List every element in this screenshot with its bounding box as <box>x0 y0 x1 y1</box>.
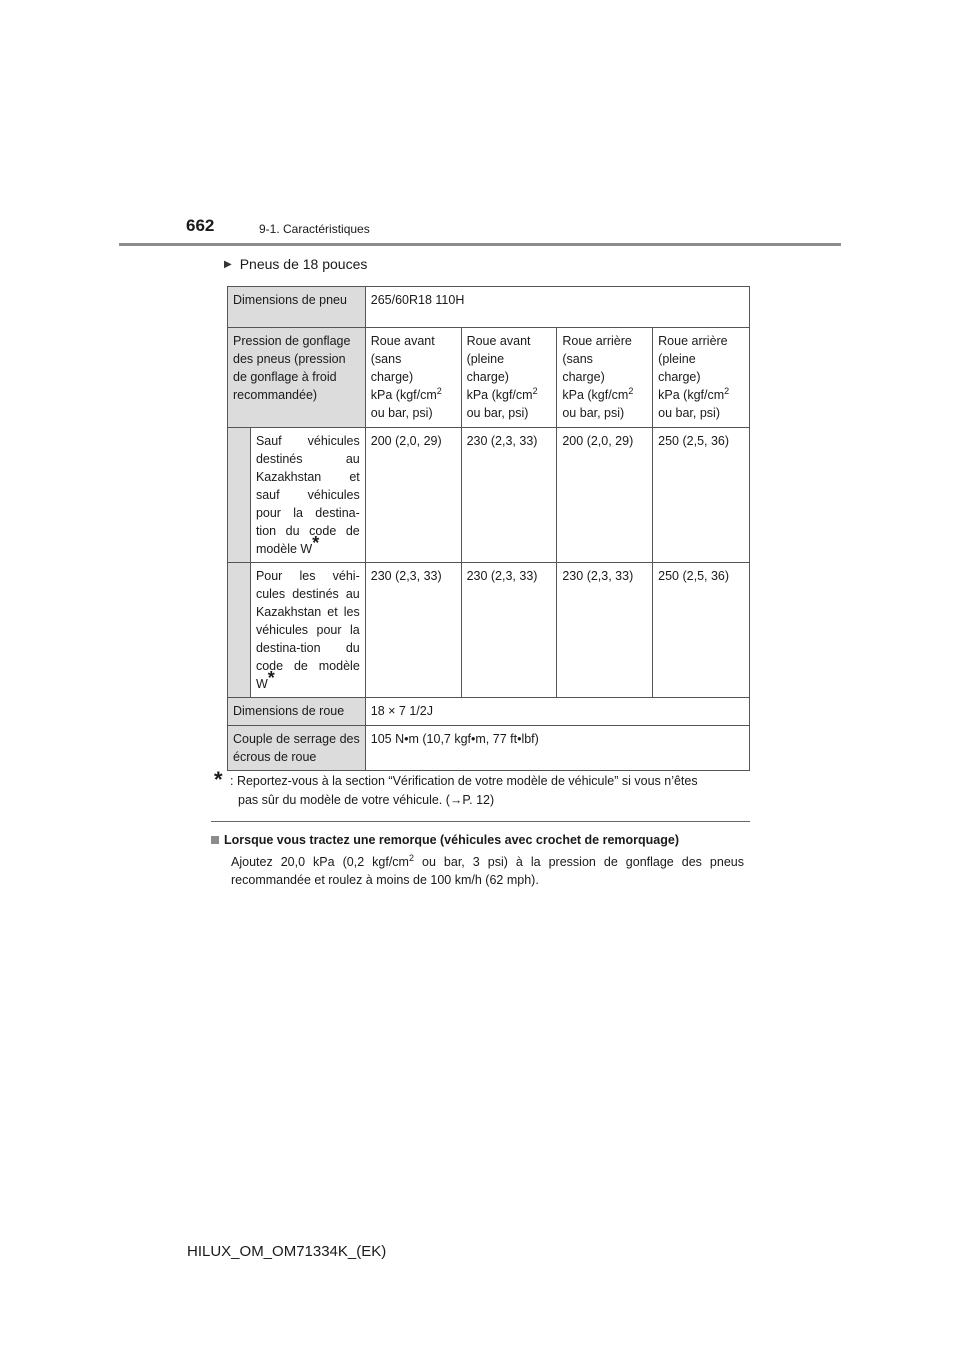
table-row <box>228 726 750 771</box>
indent-cell <box>228 563 251 698</box>
pressure-label: Pression de gonflage des pneus (pression de gonflage à froid recommandée) <box>228 328 366 428</box>
table-row <box>228 328 750 428</box>
pressure-value: 230 (2,3, 33) <box>461 428 557 563</box>
page-number: 662 <box>186 216 215 235</box>
row-label: Pour les véhi-cules destinés au Kazakhstan et les véhicules pour la destina-tion du code de modèle W* <box>250 563 365 698</box>
table-row <box>228 563 750 698</box>
wheel-size-value: 18 × 7 1/2J <box>365 698 749 726</box>
triangle-bullet-icon: ▶ <box>224 258 232 270</box>
pressure-value: 200 (2,0, 29) <box>365 428 461 563</box>
col-header: Roue avant (sans charge) kPa ($kgf/cm^2$ ou bar, psi) <box>365 328 461 428</box>
torque-value: 105 N•m (10,7 kgf•m, 77 ft•lbf) <box>365 726 749 771</box>
row-label: Sauf véhicules destinés au Kazakhstan et sauf véhicules pour la destina-tion du code de modèle W* <box>250 428 365 563</box>
torque-label: Couple de serrage des écrous de roue <box>228 726 366 771</box>
tire-size-label: Dimensions de pneu <box>228 287 366 328</box>
footnote <box>214 767 754 810</box>
square-bullet-icon <box>211 836 219 844</box>
col-header: Roue avant (pleine charge) kPa ($kgf/cm^2$ ou bar, psi) <box>461 328 557 428</box>
header-rule <box>119 243 841 246</box>
subheading-text: Pneus de 18 pouces <box>239 256 368 272</box>
indent-cell <box>228 428 251 563</box>
pressure-value: 250 (2,5, 36) <box>653 428 750 563</box>
note-body: Ajoutez 20,0 kPa (0,2 kgf/$cm^2$ ou bar, 3 psi) à la pression de gonflage des pneus recommandée et roulez à moins de 100 km/h (62 mph). <box>231 852 744 887</box>
document-code: HILUX_OM_OM71334K_(EK) <box>187 1243 387 1260</box>
wheel-size-label: Dimensions de roue <box>228 698 366 726</box>
col-header: Roue arrière (sans charge) kPa ($kgf/cm^2$ ou bar, psi) <box>557 328 653 428</box>
pressure-value: 200 (2,0, 29) <box>557 428 653 563</box>
tire-size-value: 265/60R18 110H <box>365 287 749 328</box>
footnote-line: pas sûr du modèle de votre véhicule. (→P. 12) <box>238 793 495 807</box>
asterisk-icon: * <box>214 767 223 792</box>
table-row <box>228 698 750 726</box>
pressure-value: 250 (2,5, 36) <box>653 563 750 698</box>
note-title: Lorsque vous tractez une remorque (véhicules avec crochet de remorquage) <box>211 833 679 847</box>
pressure-value: 230 (2,3, 33) <box>557 563 653 698</box>
section-rule <box>211 821 750 822</box>
pressure-value: 230 (2,3, 33) <box>365 563 461 698</box>
table-row <box>228 287 750 328</box>
asterisk-icon: * <box>312 533 320 553</box>
pressure-value: 230 (2,3, 33) <box>461 563 557 698</box>
asterisk-icon: * <box>267 668 275 688</box>
footnote-line: : Reportez-vous à la section “Vérification de votre modèle de véhicule” si vous n’êtes <box>230 774 698 788</box>
tire-spec-table <box>227 286 750 771</box>
col-header: Roue arrière (pleine charge) kPa ($kgf/cm^2$ ou bar, psi) <box>653 328 750 428</box>
table-row <box>228 428 750 563</box>
subheading <box>224 256 367 272</box>
section-title: 9-1. Caractéristiques <box>259 222 370 236</box>
